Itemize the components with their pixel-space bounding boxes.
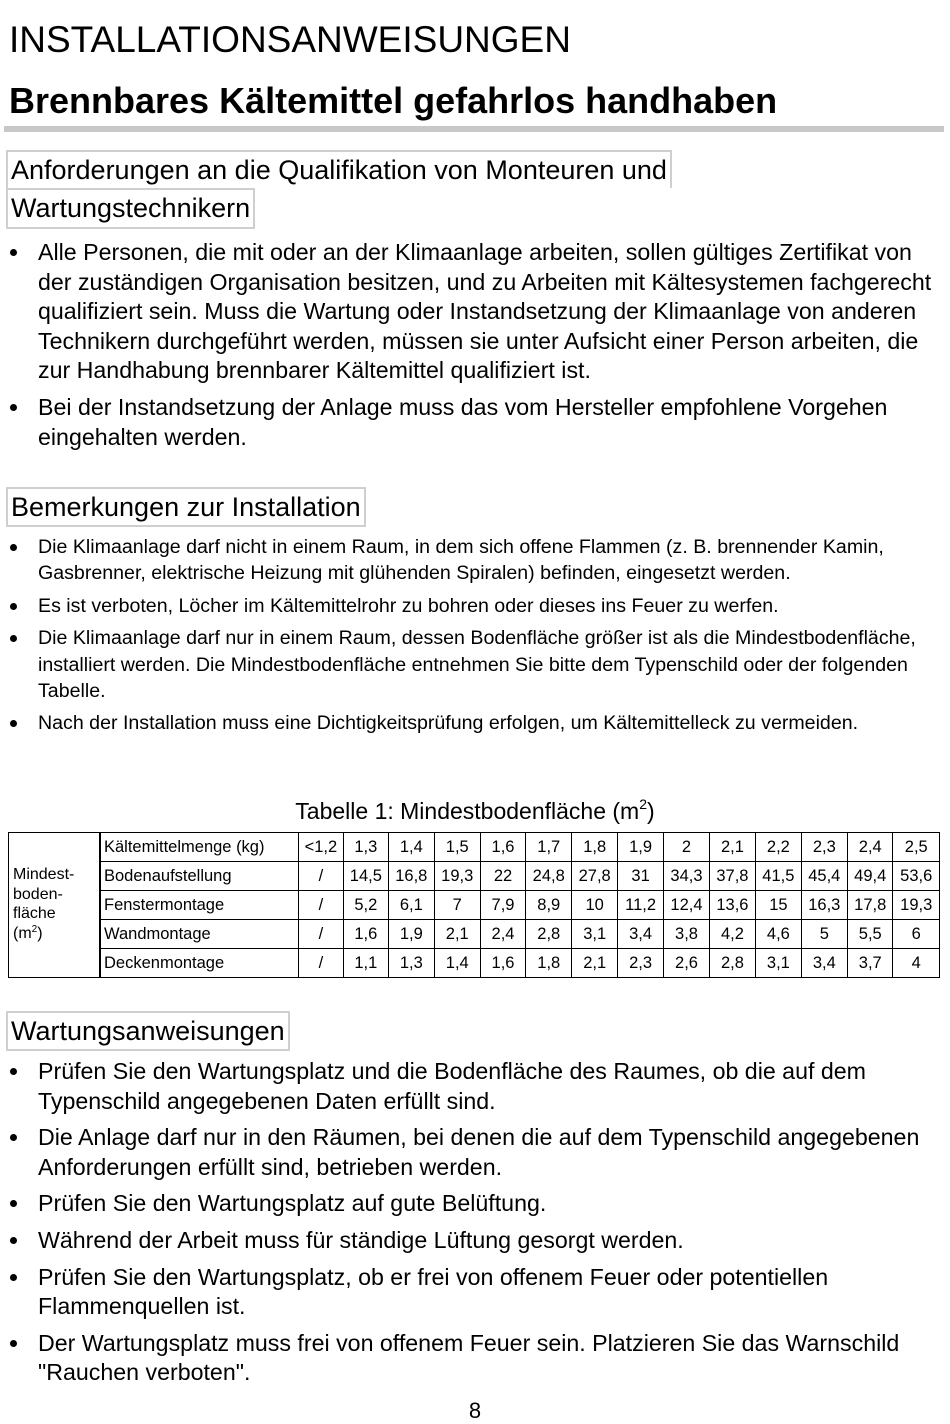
list-item: Prüfen Sie den Wartungsplatz, ob er frei von offenem Feuer oder potentiellen Flammenquellen ist. bbox=[0, 1263, 935, 1322]
section-heading-text: Bemerkungen zur Installation bbox=[6, 487, 366, 527]
list-item: Es ist verboten, Löcher im Kältemittelrohr zu bohren oder dieses ins Feuer zu werfen. bbox=[0, 593, 935, 619]
row-label-cell: Deckenmontage bbox=[101, 949, 299, 978]
table-cell: 1,3 bbox=[343, 833, 388, 862]
table-cell: 2,1 bbox=[572, 949, 617, 978]
table-cell: 19,3 bbox=[893, 891, 940, 920]
list-item: Nach der Installation muss eine Dichtigkeitsprüfung erfolgen, um Kältemittelleck zu vermeiden. bbox=[0, 710, 935, 736]
table-cell: 7,9 bbox=[480, 891, 525, 920]
table-cell: 1,6 bbox=[343, 920, 388, 949]
table-cell: 45,4 bbox=[801, 862, 847, 891]
table-cell: 16,8 bbox=[389, 862, 434, 891]
table-row bbox=[101, 949, 940, 978]
table-cell: 1,4 bbox=[389, 833, 434, 862]
table-cell: 34,3 bbox=[664, 862, 709, 891]
table-cell: 37,8 bbox=[709, 862, 755, 891]
table-row bbox=[101, 920, 940, 949]
table-cell: 3,4 bbox=[801, 949, 847, 978]
table-cell: 3,7 bbox=[848, 949, 893, 978]
table-cell: / bbox=[299, 862, 344, 891]
table-cell: 1,3 bbox=[389, 949, 434, 978]
table-cell: 1,1 bbox=[343, 949, 388, 978]
table-cell: 2,1 bbox=[709, 833, 755, 862]
table-cell: 27,8 bbox=[572, 862, 617, 891]
side-label-superscript: 2 bbox=[31, 923, 38, 935]
table-caption bbox=[0, 796, 950, 826]
table-cell: 2,3 bbox=[801, 833, 847, 862]
table-cell: 19,3 bbox=[434, 862, 480, 891]
section-heading-line: Wartungstechnikern bbox=[6, 188, 255, 229]
table-cell: 4,2 bbox=[709, 920, 755, 949]
table-caption-text: Tabelle 1: Mindestbodenfläche (m bbox=[295, 798, 640, 824]
table-grid bbox=[100, 832, 940, 978]
table-cell: 7 bbox=[434, 891, 480, 920]
list-item: Die Klimaanlage darf nur in einem Raum, dessen Bodenfläche größer ist als die Mindestbodenfläche, installiert werden. Die Mindestbodenfläche entnehmen Sie bitte dem Typenschild oder der folgenden Tabelle. bbox=[0, 625, 935, 704]
table-cell: 6 bbox=[893, 920, 940, 949]
table-cell: / bbox=[299, 949, 344, 978]
table-cell: 2,1 bbox=[434, 920, 480, 949]
table-row bbox=[101, 891, 940, 920]
table-cell: 2 bbox=[664, 833, 709, 862]
row-label-cell: Bodenaufstellung bbox=[101, 862, 299, 891]
floor-area-table bbox=[8, 832, 940, 978]
table-cell: 15 bbox=[756, 891, 801, 920]
section-heading-line: Anforderungen an die Qualifikation von Monteuren und bbox=[6, 150, 672, 188]
list-item: Während der Arbeit muss für ständige Lüftung gesorgt werden. bbox=[0, 1226, 935, 1256]
table-row bbox=[101, 862, 940, 891]
row-label-cell: Kältemittelmenge (kg) bbox=[101, 833, 299, 862]
table-side-label bbox=[8, 832, 100, 978]
maintenance-list bbox=[0, 1057, 935, 1388]
table-cell: 53,6 bbox=[893, 862, 940, 891]
list-item: Die Anlage darf nur in den Räumen, bei denen die auf dem Typenschild angegebenen Anforderungen erfüllt sind, betrieben werden. bbox=[0, 1123, 935, 1182]
section-heading-text: Wartungsanweisungen bbox=[6, 1011, 290, 1051]
table-cell: 13,6 bbox=[709, 891, 755, 920]
section-heading-qualification bbox=[6, 150, 826, 229]
list-item: Die Klimaanlage darf nicht in einem Raum, in dem sich offene Flammen (z. B. brennender Kamin, Gasbrenner, elektrische Heizung mit glühenden Spiralen) befinden, eingesetzt werden. bbox=[0, 534, 935, 587]
installation-list bbox=[0, 534, 935, 737]
list-item: Bei der Instandsetzung der Anlage muss das vom Hersteller empfohlene Vorgehen eingehalten werden. bbox=[0, 393, 935, 452]
table-cell: 4,6 bbox=[756, 920, 801, 949]
side-label-line: (m bbox=[13, 924, 32, 942]
table-row bbox=[101, 833, 940, 862]
table-cell: 2,4 bbox=[848, 833, 893, 862]
table-cell: 1,9 bbox=[617, 833, 663, 862]
title-divider bbox=[4, 126, 944, 132]
side-label-line: fläche bbox=[13, 905, 56, 922]
table-cell: 22 bbox=[480, 862, 525, 891]
table-cell: 3,4 bbox=[617, 920, 663, 949]
table-cell: / bbox=[299, 920, 344, 949]
table-cell: 2,3 bbox=[617, 949, 663, 978]
table-cell: 11,2 bbox=[617, 891, 663, 920]
table-cell: 49,4 bbox=[848, 862, 893, 891]
table-cell: 2,2 bbox=[756, 833, 801, 862]
page-number: 8 bbox=[468, 1398, 482, 1423]
table-cell: 14,5 bbox=[343, 862, 388, 891]
table-cell: 2,8 bbox=[526, 920, 572, 949]
list-item: Prüfen Sie den Wartungsplatz und die Bodenfläche des Raumes, ob die auf dem Typenschild angegebenen Daten erfüllt sind. bbox=[0, 1057, 935, 1116]
list-item: Der Wartungsplatz muss frei von offenem Feuer sein. Platzieren Sie das Warnschild "Rauchen verboten". bbox=[0, 1329, 935, 1388]
table-cell: 5,5 bbox=[848, 920, 893, 949]
table-cell: 1,8 bbox=[572, 833, 617, 862]
table-cell: 2,6 bbox=[664, 949, 709, 978]
table-cell: 1,6 bbox=[480, 949, 525, 978]
table-cell: 31 bbox=[617, 862, 663, 891]
section-heading-installation bbox=[6, 487, 366, 527]
page-title: INSTALLATIONSANWEISUNGEN bbox=[9, 19, 571, 60]
side-label-line: boden- bbox=[13, 885, 63, 903]
table-cell: 1,9 bbox=[389, 920, 434, 949]
section-heading-maintenance bbox=[6, 1011, 290, 1051]
list-item: Alle Personen, die mit oder an der Klimaanlage arbeiten, sollen gültiges Zertifikat von der zuständigen Organisation besitzen, und zu Arbeiten mit Kältesystemen fachgerecht qualifiziert sein. Muss die Wartung oder Instandsetzung der Klimaanlage von anderen Technikern durchgeführt werden, müssen sie unter Aufsicht einer Person arbeiten, die zur Handhabung brennbarer Kältemittel qualifiziert ist. bbox=[0, 238, 935, 386]
table-cell: 10 bbox=[572, 891, 617, 920]
table-cell: 1,4 bbox=[434, 949, 480, 978]
table-cell: / bbox=[299, 891, 344, 920]
table-cell: 1,8 bbox=[526, 949, 572, 978]
row-label-cell: Fenstermontage bbox=[101, 891, 299, 920]
table-cell: 5 bbox=[801, 920, 847, 949]
row-label-cell: Wandmontage bbox=[101, 920, 299, 949]
table-cell: 3,8 bbox=[664, 920, 709, 949]
table-cell: 2,5 bbox=[893, 833, 940, 862]
table-cell: 3,1 bbox=[572, 920, 617, 949]
table-cell: 2,4 bbox=[480, 920, 525, 949]
table-cell: 6,1 bbox=[389, 891, 434, 920]
table-caption-end: ) bbox=[647, 798, 655, 824]
table-cell: 1,6 bbox=[480, 833, 525, 862]
side-label-line: Mindest- bbox=[13, 866, 75, 883]
table-cell: 1,7 bbox=[526, 833, 572, 862]
table-cell: 41,5 bbox=[756, 862, 801, 891]
table-cell: 3,1 bbox=[756, 949, 801, 978]
table-cell: 16,3 bbox=[801, 891, 847, 920]
table-cell: 5,2 bbox=[343, 891, 388, 920]
table-cell: 24,8 bbox=[526, 862, 572, 891]
table-cell: 1,5 bbox=[434, 833, 480, 862]
table-cell: 2,8 bbox=[709, 949, 755, 978]
side-label-end: ) bbox=[37, 924, 43, 942]
table-cell: <1,2 bbox=[299, 833, 344, 862]
table-cell: 8,9 bbox=[526, 891, 572, 920]
table-cell: 4 bbox=[893, 949, 940, 978]
table-cell: 12,4 bbox=[664, 891, 709, 920]
list-item: Prüfen Sie den Wartungsplatz auf gute Belüftung. bbox=[0, 1189, 935, 1219]
qualification-list bbox=[0, 238, 935, 452]
table-cell: 17,8 bbox=[848, 891, 893, 920]
page-subtitle: Brennbares Kältemittel gefahrlos handhaben bbox=[9, 80, 778, 121]
table-caption-superscript: 2 bbox=[639, 796, 648, 812]
